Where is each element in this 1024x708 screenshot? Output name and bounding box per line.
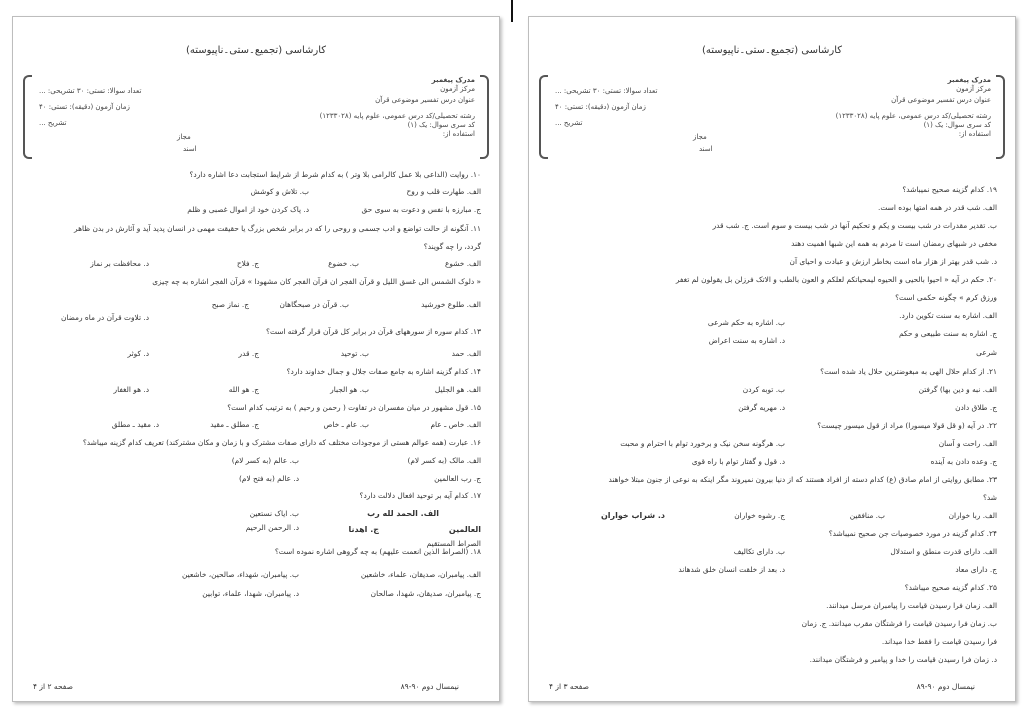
question-24: ۲۴. کدام گزینه در مورد خصوصیات جن صحیح نمیباشد؟ <box>828 529 997 538</box>
option-a: الف. هو الجلیل <box>434 385 481 394</box>
exam-page-2 <box>12 16 500 702</box>
option-d: د. شراب خواران <box>600 511 665 520</box>
option-c: ج. مطلق ـ مقید <box>210 420 259 429</box>
option-c: ج. وعده دادن به آینده <box>930 457 997 466</box>
exam-header <box>539 75 1005 170</box>
question-13: ۱۳. کدام سوره از سورههای قرآن در برابر کل قرآن قرار گرفته است؟ <box>266 327 481 336</box>
time-line: زمان آزمون (دقیقه): تستی: ۴۰ <box>39 103 130 111</box>
option-d: د. الرحمن الرحیم <box>245 523 299 532</box>
page-number: صفحه ۳ از ۴ <box>549 682 589 691</box>
option-d: د. کوثر <box>127 349 149 358</box>
question-11-cont: گردد، را چه گویند؟ <box>423 242 481 251</box>
exam-header <box>23 75 489 170</box>
option-c: ج. مبارزه با نفس و دعوت به سوی حق <box>361 205 481 214</box>
question-16: ۱۶. عبارت (همه عوالم هستی از موجودات مختلف که دارای صفات مشترک و با زمان و مکان مشترکند) تعریف کدام گزینه میباشد؟ <box>82 438 481 447</box>
tool-label: اسند <box>183 145 197 153</box>
option-a: الف. طلوع خورشید <box>421 300 481 309</box>
option-c-cont: شرعی <box>976 348 997 357</box>
bracket-right <box>996 75 1005 159</box>
option-c: ج. دارای معاد <box>955 565 997 574</box>
option-b: ب. توحید <box>340 349 369 358</box>
time-line: زمان آزمون (دقیقه): تستی: ۴۰ <box>555 103 646 111</box>
option-a: الف. شب قدر در همه امتها بوده است. <box>878 203 997 212</box>
option-a: الف. حمد <box>451 349 481 358</box>
option-c-cont: الصراط المستقیم <box>426 539 481 548</box>
option-d: د. پیامبران، شهدا، علماء، توابین <box>202 589 299 598</box>
author-label: مدرک پیغمبر <box>431 76 475 84</box>
question-17: ۱۷. کدام آیه بر توحید افعال دلالت دارد؟ <box>359 491 481 500</box>
option-c: ج. فلاح <box>236 259 259 268</box>
question-10: ۱۰. روایت (الداعی بلا عمل کالرامی بلا وتر ) به کدام شرط از شرایط استجابت دعا اشاره دارد؟ <box>189 170 481 179</box>
option-b: ب. منافقین <box>849 511 885 520</box>
option-c: ج. پیامبران، صدیقان، شهدا، صالحان <box>370 589 481 598</box>
field-line: رشته تحصیلی/کد درس عمومی، علوم پایه (۱۲۳۳۰۲۸) <box>319 112 475 120</box>
option-c: ج. رشوه خواران <box>734 511 785 520</box>
author-label: مدرک پیغمبر <box>947 76 991 84</box>
field-line: رشته تحصیلی/کد درس عمومی، علوم پایه (۱۲۳۳۰۲۸) <box>835 112 991 120</box>
question-23-cont: شد؟ <box>983 493 997 502</box>
use-line: استفاده از: <box>958 130 991 138</box>
option-d: د. شب قدر بهتر از هزار ماه است بخاطر ارزش و عبادت و احیای آن <box>789 257 997 266</box>
option-b: ب. زمان فرا رسیدن قیامت را فرشتگان مقرب میدانند. ج. زمان <box>801 619 997 628</box>
bracket-left <box>539 75 548 159</box>
bracket-left <box>23 75 32 159</box>
question-18: ۱۸. (الصراط الذین انعمت علیهم) به چه گروهی اشاره نموده است؟ <box>274 547 481 556</box>
option-b: ب. قرآن در صبحگاهان <box>279 300 349 309</box>
code-line: کد سری سوال: یک (۱) <box>407 121 475 129</box>
option-c-cont: مخفی در شبهای رمضان است تا مردم به همه این شبها اهمیت دهند <box>791 239 997 248</box>
option-a: الف. مالک (به کسر لام) <box>407 456 481 465</box>
option-b: ب. پیامبران، شهداء، صالحین، خاشعین <box>182 570 299 579</box>
option-a: الف. اشاره به سنت تکوین دارد. <box>899 311 997 320</box>
option-c: ج. اهدنا <box>348 525 379 534</box>
option-d: د. پاک کردن خود از اموال غصبی و ظلم <box>187 205 309 214</box>
option-a: الف. زمان فرا رسیدن قیامت را پیامبران مرسل میدانند. <box>826 601 997 610</box>
option-c-cont: فرا رسیدن قیامت را فقط خدا میداند. <box>881 637 997 646</box>
option-b: ب. دارای تکالیف <box>733 547 785 556</box>
option-d: د. اشاره به سنت اعراض <box>708 336 785 345</box>
question-19: ۱۹. کدام گزینه صحیح نمیباشد؟ <box>902 185 997 194</box>
use-line: استفاده از: <box>442 130 475 138</box>
option-a: الف. طهارت قلب و روح <box>406 187 481 196</box>
option-c: ج. هو الله <box>228 385 259 394</box>
option-b: ب. تلاش و کوشش <box>250 187 309 196</box>
option-b: ب. عالم (به کسر لام) <box>231 456 299 465</box>
page-title: کارشاسی (تجمیع۔ستی۔ناپیوسته) <box>185 45 327 56</box>
option-d: د. بعد از خلقت انسان خلق شدهاند <box>678 565 785 574</box>
exam-page-3 <box>528 16 1016 702</box>
page-number: صفحه ۲ از ۴ <box>33 682 73 691</box>
option-c: ج. نماز صبح <box>211 300 249 309</box>
option-a: الف. ربا خواران <box>948 511 997 520</box>
desc-line: تشریح ... <box>39 119 67 127</box>
question-11: ۱۱. آنگونه از حالت تواضع و ادب جسمی و روحی را که در برابر شخص بزرگ یا حقیقت مهمی در انسان پدید آید و آثارش در بدن ظاهر <box>74 224 481 233</box>
desc-line: تشریح ... <box>555 119 583 127</box>
option-b: ب. عام ـ خاص <box>323 420 369 429</box>
question-15: ۱۵. قول مشهور در میان مفسران در تفاوت ( رحمن و رحیم ) به ترتیب کدام است؟ <box>227 403 481 412</box>
option-c: ج. رب العالمین <box>434 474 481 483</box>
option-d: د. محافظت بر نماز <box>90 259 149 268</box>
code-line: کد سری سوال: یک (۱) <box>923 121 991 129</box>
option-b: ب. هو الجبار <box>330 385 369 394</box>
question-14: ۱۴. کدام گزینه اشاره به جامع صفات جلال و جمال خداوند دارد؟ <box>286 367 481 376</box>
option-c: ج. طلاق دادن <box>955 403 997 412</box>
option-a: الف. خشوع <box>444 259 481 268</box>
option-a: الف. خاص ـ عام <box>430 420 481 429</box>
column-divider <box>511 0 513 22</box>
option-a: الف. دارای قدرت منطق و استدلال <box>890 547 997 556</box>
option-a-cont: العالمین <box>448 525 481 534</box>
option-b: ب. ایاک نستعین <box>249 509 299 518</box>
option-c: ج. قدر <box>238 349 259 358</box>
question-23: ۲۳. مطابق روایتی از امام صادق (ع) کدام دسته از افراد هستند که از دنیا بیرون نمیروند مگر اینکه به نوعی از جنون مبتلا خواهند <box>608 475 997 484</box>
semester-label: نیمسال دوم ۹۰-۸۹ <box>916 682 975 691</box>
option-d: د. تلاوت قرآن در ماه رمضان <box>60 313 149 322</box>
question-25: ۲۵. کدام گزینه صحیح میباشد؟ <box>904 583 997 592</box>
question-21: ۲۱. از کدام حلال الهی به مبغوضترین حلال یاد شده است؟ <box>820 367 997 376</box>
question-20: ۲۰. حکم در آیه « احیوا بالحیی و الحیوه لیمحیاتکم لعلکم و العون بالطب و الاتک فرزلن بل یقولون لم تغفر <box>675 275 997 284</box>
option-b: ب. تقدیر مقدرات در شب بیست و یکم و تحکیم آنها در شب بیست و سوم است. ج. شب قدر <box>712 221 997 230</box>
option-d: د. مهریه گرفتن <box>738 403 785 412</box>
allowed-label: مجاز <box>693 133 707 141</box>
question-20-cont: ورزق کرم » چگونه حکمی است؟ <box>895 293 997 302</box>
count-line: تعداد سوالا: تستی: ۳۰ تشریحی: ... <box>555 87 658 95</box>
option-d: د. مقید ـ مطلق <box>111 420 159 429</box>
option-b: ب. خضوع <box>328 259 359 268</box>
course-line: عنوان درس تفسیر موضوعی قرآن <box>891 96 991 104</box>
question-12: « دلوک الشمس الی غسق اللیل و قرآن الفجر ان قرآن الفجر کان مشهودا » قرآن الفجر اشاره به چه چیزی <box>152 277 481 286</box>
option-d: د. هو الغفار <box>113 385 149 394</box>
option-b: ب. اشاره به حکم شرعی <box>707 318 785 327</box>
page-title: کارشاسی (تجمیع۔ستی۔ناپیوسته) <box>701 45 843 56</box>
option-d: د. عالم (به فتح لام) <box>239 474 299 483</box>
option-b: ب. هرگونه سخن نیک و برخورد توام با احترام و محبت <box>620 439 785 448</box>
semester-label: نیمسال دوم ۹۰-۸۹ <box>400 682 459 691</box>
bracket-right <box>480 75 489 159</box>
option-b: ب. توبه کردن <box>742 385 785 394</box>
option-c: ج. اشاره به سنت طبیعی و حکم <box>898 329 997 338</box>
author-sub: مرکز آزمون <box>440 85 475 93</box>
allowed-label: مجاز <box>177 133 191 141</box>
author-sub: مرکز آزمون <box>956 85 991 93</box>
option-d: د. زمان فرا رسیدن قیامت را خدا و پیامبر و فرشتگان میدانند. <box>809 655 997 664</box>
option-a: الف. راحت و آسان <box>938 439 997 448</box>
option-d: د. قول و گفتار توام با راه قوی <box>691 457 785 466</box>
course-line: عنوان درس تفسیر موضوعی قرآن <box>375 96 475 104</box>
option-a: الف. الحمد لله رب <box>367 509 439 518</box>
count-line: تعداد سوالا: تستی: ۳۰ تشریحی: ... <box>39 87 142 95</box>
option-a: الف. نبه و دین بها) گرفتن <box>918 385 997 394</box>
question-22: ۲۲. در آیه (و قل قولا میسورا) مراد از قول میسور چیست؟ <box>817 421 997 430</box>
option-a: الف. پیامبران، صدیقان، علماء، خاشعین <box>360 570 481 579</box>
tool-label: اسند <box>699 145 713 153</box>
